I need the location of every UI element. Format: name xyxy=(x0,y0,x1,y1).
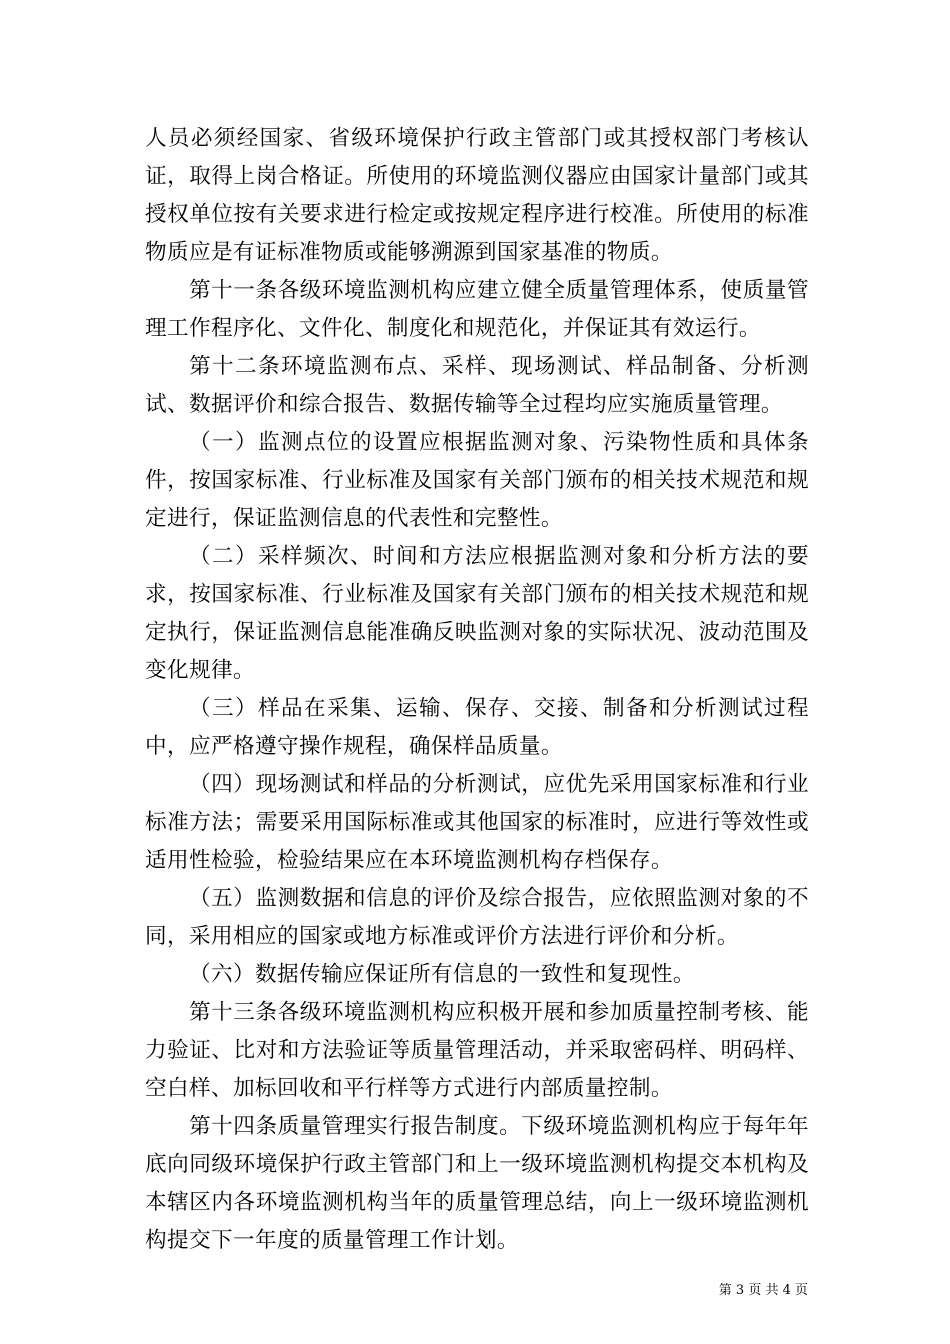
paragraph-item-4: （四）现场测试和样品的分析测试，应优先采用国家标准和行业标准方法；需要采用国际标准或其他国家的标准时，应进行等效性或适用性检验，检验结果应在本环境监测机构存档保存。 xyxy=(145,772,809,873)
paragraph-article-11: 第十一条各级环境监测机构应建立健全质量管理体系，使质量管理工作程序化、文件化、制度化和规范化，并保证其有效运行。 xyxy=(145,278,809,341)
paragraph-item-2: （二）采样频次、时间和方法应根据监测对象和分析方法的要求，按国家标准、行业标准及国家有关部门颁布的相关技术规范和规定执行，保证监测信息能准确反映监测对象的实际状况、波动范围及变化规律。 xyxy=(145,544,809,683)
paragraph-article-13: 第十三条各级环境监测机构应积极开展和参加质量控制考核、能力验证、比对和方法验证等质量管理活动，并采取密码样、明码样、空白样、加标回收和平行样等方式进行内部质量控制。 xyxy=(145,1000,809,1101)
paragraph-item-5: （五）监测数据和信息的评价及综合报告，应依照监测对象的不同，采用相应的国家或地方标准或评价方法进行评价和分析。 xyxy=(145,886,809,949)
paragraph-item-6: （六）数据传输应保证所有信息的一致性和复现性。 xyxy=(189,962,695,987)
paragraph-article-14: 第十四条质量管理实行报告制度。下级环境监测机构应于每年年底向同级环境保护行政主管部门和上一级环境监测机构提交本机构及本辖区内各环境监测机构当年的质量管理总结，向上一级环境监测机构提交下一年度的质量管理工作计划。 xyxy=(145,1114,809,1253)
paragraph-item-1: （一）监测点位的设置应根据监测对象、污染物性质和具体条件，按国家标准、行业标准及国家有关部门颁布的相关技术规范和规定进行，保证监测信息的代表性和完整性。 xyxy=(145,430,809,531)
paragraph-article-12: 第十二条环境监测布点、采样、现场测试、样品制备、分析测试、数据评价和综合报告、数据传输等全过程均应实施质量管理。 xyxy=(145,354,809,417)
page-number: 第 3 页 共 4 页 xyxy=(718,1283,808,1298)
paragraph-continuation: 人员必须经国家、省级环境保护行政主管部门或其授权部门考核认证，取得上岗合格证。所使用的环境监测仪器应由国家计量部门或其授权单位按有关要求进行检定或按规定程序进行校准。所使用的标准物质应是有证标准物质或能够溯源到国家基准的物质。 xyxy=(145,126,809,265)
paragraph-item-3: （三）样品在采集、运输、保存、交接、制备和分析测试过程中，应严格遵守操作规程，确保样品质量。 xyxy=(145,696,809,759)
document-body xyxy=(145,120,809,1260)
